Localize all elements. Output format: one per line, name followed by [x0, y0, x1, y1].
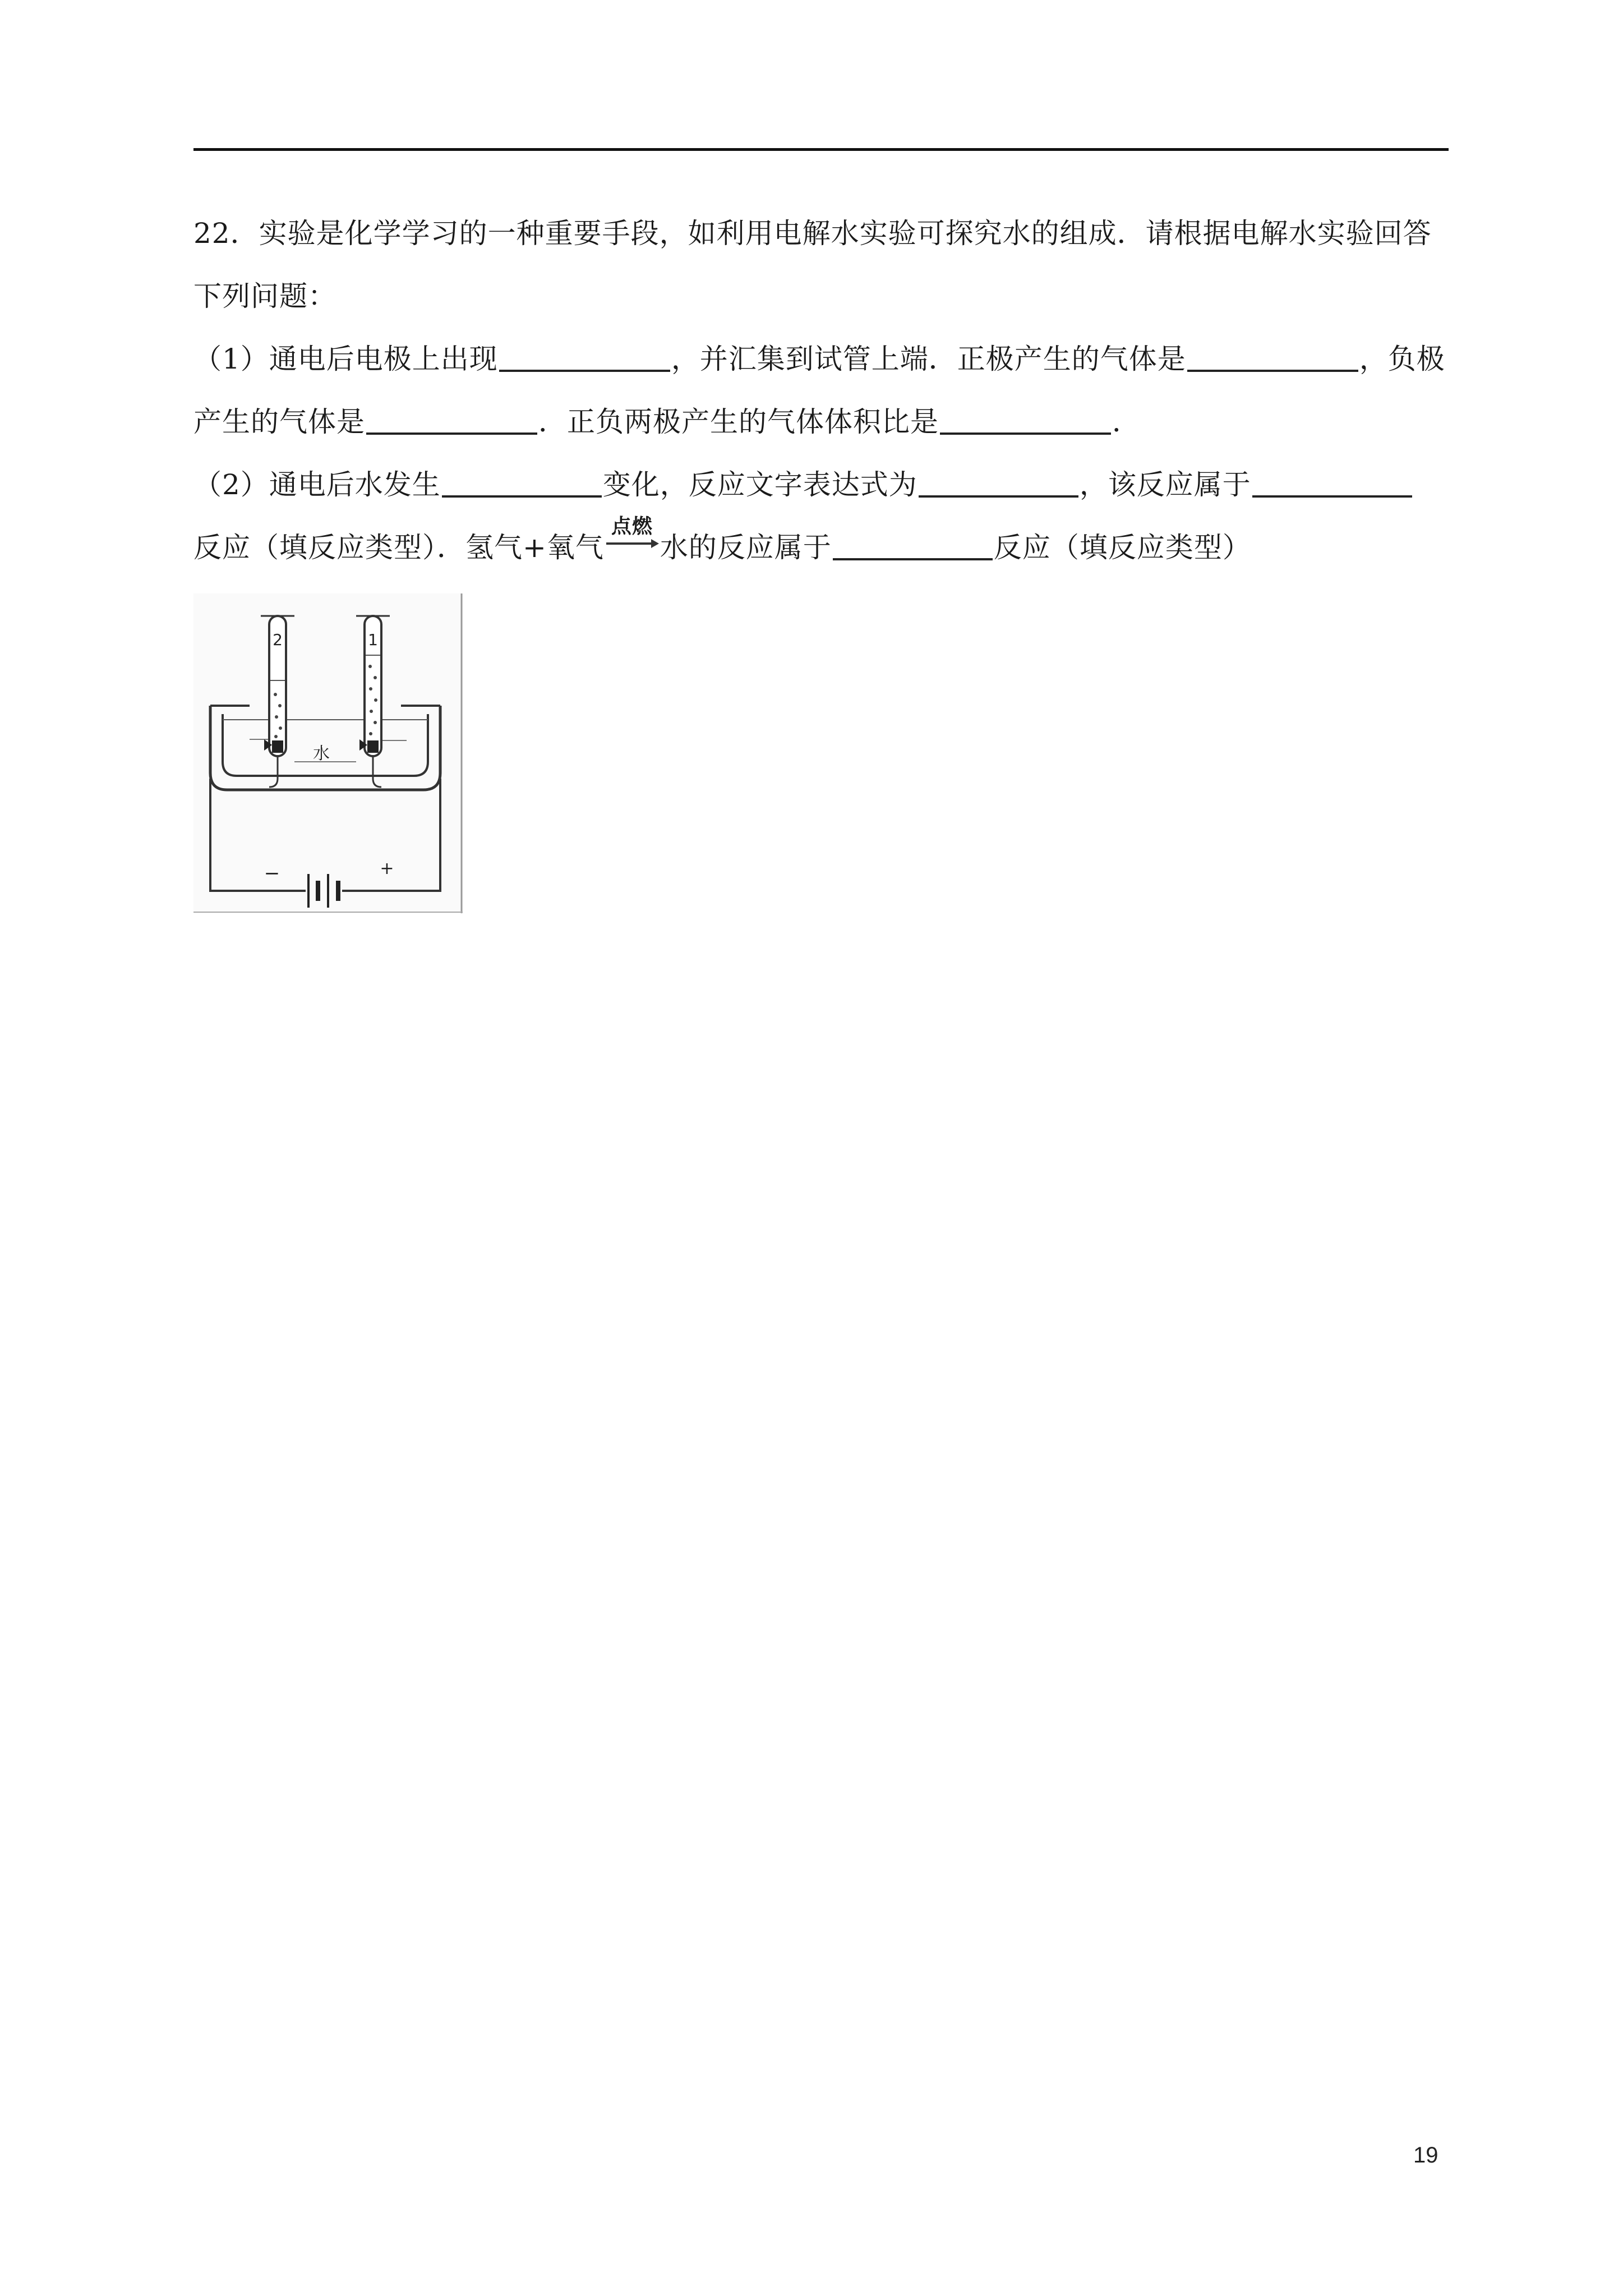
part-2-text: （2）通电后水发生: [193, 468, 441, 501]
electrolysis-apparatus-figure: [193, 593, 463, 913]
negative-terminal-label: −: [264, 862, 280, 885]
part-1-line-2: [193, 390, 1450, 453]
part-1-text: （1）通电后电极上出现: [193, 343, 498, 375]
part-2-text: 反应（填反应类型）: [993, 531, 1251, 564]
positive-terminal-label: +: [380, 859, 394, 878]
answer-blank[interactable]: [366, 432, 537, 435]
question-stem-line-1: [193, 202, 1450, 265]
question-stem-text: 下列问题：: [193, 280, 336, 312]
tube-left-label: 2: [273, 631, 283, 649]
water-label: 水: [313, 744, 330, 763]
part-1-text: ．: [1112, 406, 1141, 438]
part-1-text: ．正负两极产生的气体体积比是: [538, 406, 939, 438]
part-2-text: 水的反应属于: [660, 531, 832, 564]
part-2-line-1: [193, 453, 1450, 516]
answer-blank[interactable]: [1252, 495, 1412, 498]
answer-blank[interactable]: [442, 495, 602, 498]
answer-blank[interactable]: [1187, 370, 1358, 372]
part-1-text: ，负极: [1359, 343, 1445, 375]
answer-blank[interactable]: [499, 370, 670, 372]
answer-blank[interactable]: [919, 495, 1078, 498]
question-22: [193, 202, 1450, 579]
arrow-head-icon: [651, 539, 659, 548]
reaction-condition-label: 点燃: [611, 515, 653, 538]
part-1-text: 产生的气体是: [193, 406, 365, 438]
electrode-left: [272, 740, 283, 753]
part-2-text: 反应（填反应类型）．氢气+氧气: [193, 531, 604, 564]
part-1-text: ，并汇集到试管上端．正极产生的气体是: [671, 343, 1186, 375]
electrode-right: [367, 740, 379, 753]
answer-blank[interactable]: [940, 432, 1111, 435]
page-number: 19: [1413, 2143, 1438, 2168]
reaction-condition-arrow: [605, 515, 659, 560]
part-2-line-2: [193, 516, 1450, 579]
question-stem-line-2: [193, 265, 1450, 328]
header-rule: [193, 148, 1449, 151]
arrow-shaft: [606, 542, 653, 545]
tube-right-label: 1: [368, 631, 378, 649]
question-stem-text: 22．实验是化学学习的一种重要手段，如利用电解水实验可探究水的组成．请根据电解水实验回答: [193, 217, 1432, 250]
part-2-text: ，该反应属于: [1079, 468, 1251, 501]
answer-blank[interactable]: [833, 558, 993, 560]
part-1-line-1: [193, 328, 1450, 390]
electrolysis-diagram: [193, 593, 463, 913]
part-2-text: 变化，反应文字表达式为: [602, 468, 917, 501]
